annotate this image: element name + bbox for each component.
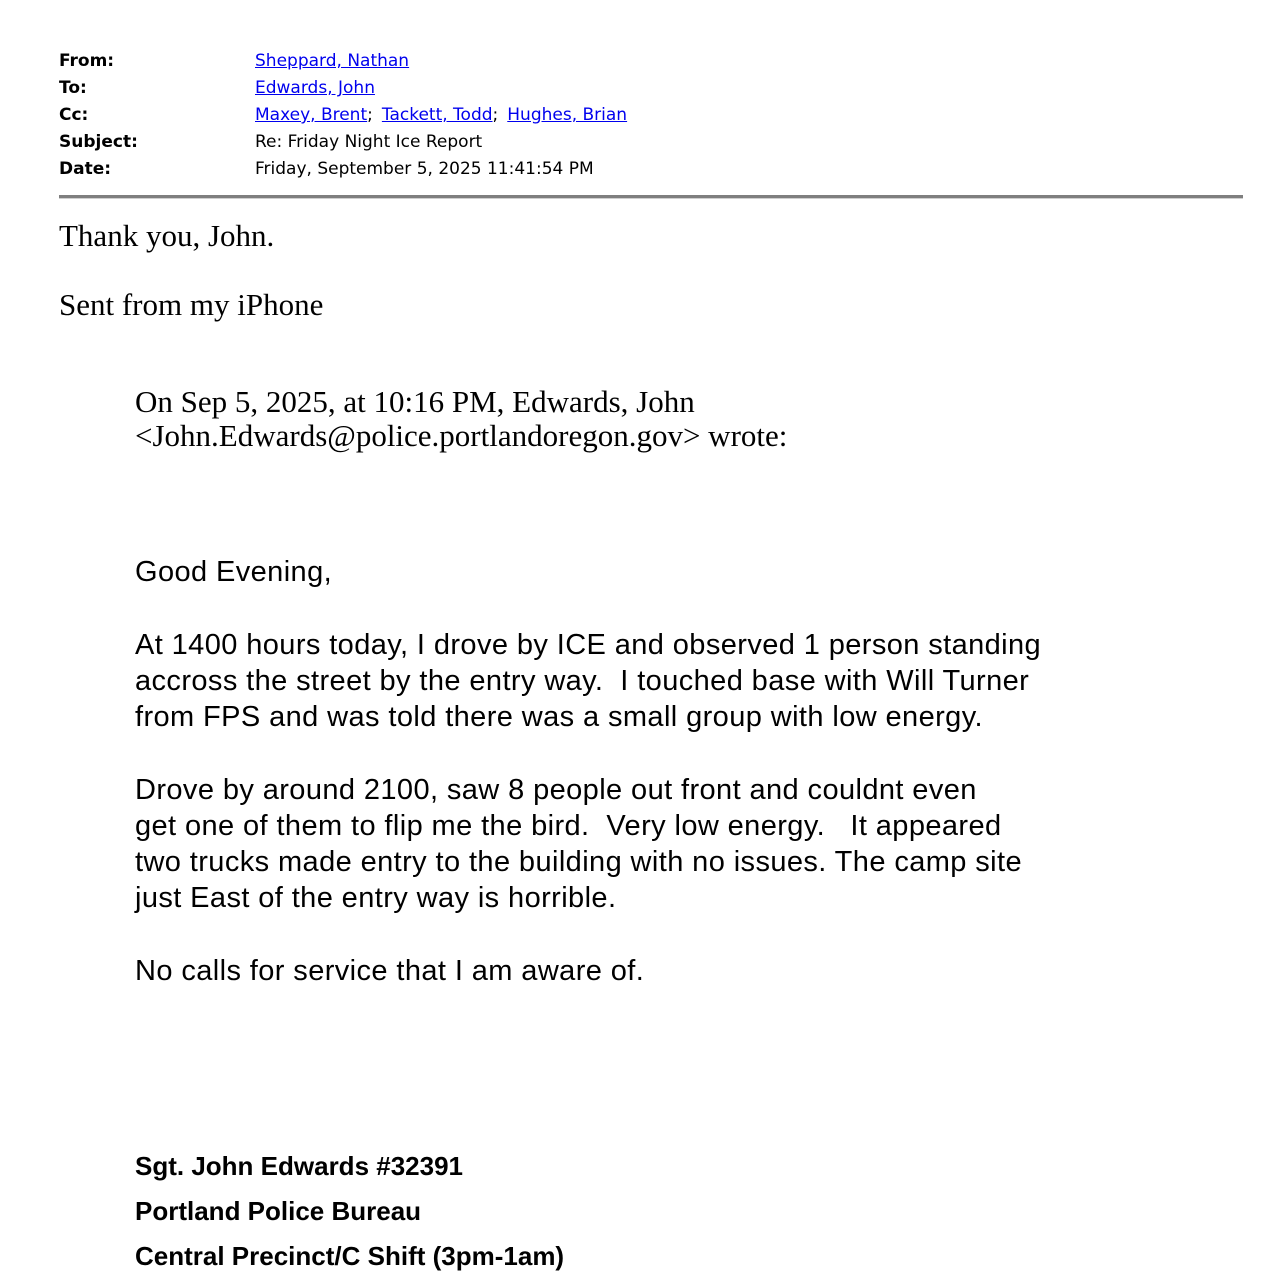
- paragraph-2: [135, 772, 1243, 916]
- header-row-subject: [59, 129, 627, 156]
- cc-link-1[interactable]: Maxey, Brent: [255, 105, 368, 125]
- paragraph-3: [135, 953, 1243, 989]
- date-value: Friday, September 5, 2025 11:41:54 PM: [255, 159, 594, 179]
- to-link[interactable]: Edwards, John: [255, 78, 375, 98]
- date-label: Date:: [59, 159, 112, 179]
- cc-separator: ;: [492, 105, 499, 125]
- signature-org: Portland Police Bureau: [135, 1196, 422, 1226]
- cc-label: Cc:: [59, 105, 89, 125]
- paragraph-1-line: At 1400 hours today, I drove by ICE and observed 1 person standing: [135, 629, 1042, 661]
- paragraph-1-line: from FPS and was told there was a small group with low energy.: [135, 701, 983, 733]
- paragraph-2-line: get one of them to flip me the bird. Very low energy. It appeared: [135, 810, 1002, 842]
- subject-value: Re: Friday Night Ice Report: [255, 132, 483, 152]
- header-row-from: [59, 48, 627, 75]
- from-link[interactable]: Sheppard, Nathan: [255, 51, 410, 71]
- header-row-date: [59, 156, 627, 183]
- paragraph-1: [135, 627, 1243, 735]
- paragraph-2-line: Drove by around 2100, saw 8 people out front and couldnt even: [135, 774, 977, 806]
- to-label: To:: [59, 78, 87, 98]
- header-row-to: [59, 75, 627, 102]
- quoted-body: [135, 554, 1243, 989]
- paragraph-2-line: just East of the entry way is horrible.: [135, 882, 617, 914]
- paragraph-3-line: No calls for service that I am aware of.: [135, 955, 645, 987]
- from-label: From:: [59, 51, 115, 71]
- paragraph-2-line: two trucks made entry to the building with no issues. The camp site: [135, 846, 1023, 878]
- cc-link-3[interactable]: Hughes, Brian: [507, 105, 628, 125]
- signature-name: Sgt. John Edwards #32391: [135, 1151, 464, 1181]
- signature-shift: Central Precinct/C Shift (3pm-1am): [135, 1241, 565, 1271]
- header-divider: [59, 195, 1243, 199]
- subject-label: Subject:: [59, 132, 138, 152]
- quote-attribution-line-1: On Sep 5, 2025, at 10:16 PM, Edwards, John: [135, 384, 695, 419]
- reply-body: [59, 219, 1243, 322]
- thank-you-text: Thank you, John.: [59, 218, 275, 253]
- header-row-cc: [59, 102, 627, 129]
- cc-link-2[interactable]: Tackett, Todd: [381, 105, 493, 125]
- email-header: [59, 48, 627, 183]
- quote-attribution-line-2: <John.Edwards@police.portlandoregon.gov> wrote:: [135, 418, 788, 453]
- quoted-message: [135, 385, 1243, 1279]
- signature-block: [135, 1144, 1243, 1279]
- cc-separator: ;: [367, 105, 373, 125]
- greeting-text: Good Evening,: [135, 556, 333, 588]
- quote-attribution: [135, 385, 1243, 453]
- paragraph-1-line: accross the street by the entry way. I touched base with Will Turner: [135, 665, 1030, 697]
- sent-from-iphone-text: Sent from my iPhone: [59, 287, 324, 322]
